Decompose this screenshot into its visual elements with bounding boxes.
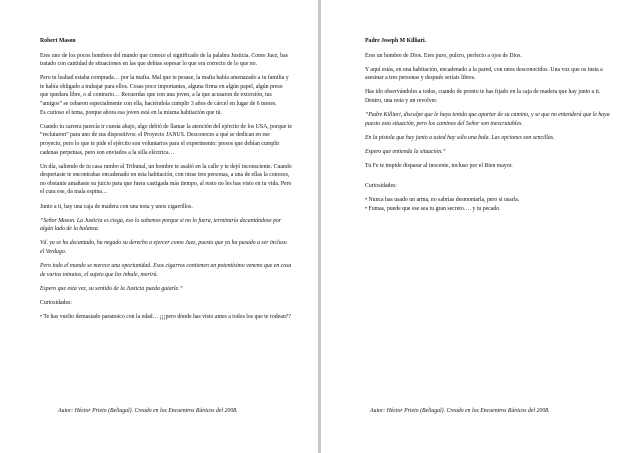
curiosities-label: Curiosidades: [40,299,72,306]
character-title: Padre Joseph M Killiari. [365,38,427,44]
paragraph: Eres un hombre de Dios. Eres puro, pulcro, perfecto a ojos de Dios. [365,52,522,59]
note-paragraph: En la pistola que hay junto a usted hay sólo una bala. Las opciones son sencillas. [365,134,555,141]
page-body [365,37,615,213]
note-paragraph: “Señor Mason. La Justicia es ciega, eso lo sabemos porque si no lo fuera, terminaría decantándose por algún lado de la balanza. [40,217,282,233]
curiosity-item: • Nunca has usado un arma, no sabrías desmontarla, pero si usarla. [365,197,520,204]
curiosity-item: • Fumas, puede que ese sea tu gran secreto…. y tu pecado. [365,205,501,212]
page-robert-mason [0,0,318,453]
paragraph: Pero tu lealtad estaba comprada… por la mafia. Mal que te pesase, la mafia había amenazado a tu familia y te había obligado a trabajar para ellos. Cosas poco importantes, alguna firma en algún papel, algún preso que quedara libre, o al contrario… Recuerdas que con una joven, a la que acusaron de extorsión, tus “amigos” se cebaron especialmente con ella, haciéndola cumplir 3 años de cárcel en lugar de 6 meses. [40,75,289,108]
note-paragraph: Espero que esta vez, su sentido de la Justicia pueda guiarle.” [40,285,183,292]
curiosities-label: Curiosidades: [365,183,397,190]
note-paragraph: Pero todo el mundo se merece una oportunidad. Esos cigarros contienen un potentísimo veneno que en cosa de varios minutos, el sujeto que los inhale, morirá. [40,262,292,278]
character-title: Robert Mason [40,38,76,44]
page-body [40,37,292,327]
page-padre-killiari [321,0,640,453]
note-paragraph: Vd. ya se ha decantado, ha negado su derecho a ejercer como Juez, puesto que ya ha pasado a ser incluso el Verdugo. [40,240,287,255]
paragraph: Tu Fe te impide disparar al inocente, incluso por el Bien mayor. [365,162,513,169]
note-paragraph: “Padre Killiari, disculpe que le haya tenido que apartar de su camino, y se que no entenderá que le haya puesto esta situación, pero los caminos del Señor son inescrutables. [365,112,610,127]
paragraph: Eres uno de los pocos hombres del mundo que conoce el significado de la palabra Justicia. Como Juez, has tratado con cantidad de situaciones en las que debías sopesar lo que era correcto de lo que no. [40,52,288,68]
author-footer: Autor: Héctor Prieto (Beliagal). Creado en los Encuentros Rúnicos del 2008. [370,408,550,414]
paragraph: Cuando tu carrera parecía ir cuesta abajo, algo debió de llamar la atención del ejército de los USA, porque te “reclutaron” para uno de sus dispositivos: el Proyecto JANUS. Desconoces a qué se dedican en ese proyecto, pero lo que te pide el ejército son voluntarios para el experimento: presos que debían cumplir cadenas perpetuas, pero son enviados a la silla eléctrica… [40,123,292,156]
paragraph: Has ido observándoles a todos, cuando de pronto te has fijado en la caja de madera que hay junto a ti. Dentro, una nota y un revolver. [365,89,601,104]
paragraph: Un día, saliendo de tu casa rumbo al Tribunal, un hombre te asaltó en la calle y te dejó inconsciente. Cuando despertaste te encontrabas encadenado en esta habitación, con otras tres personas, a una de ellas la conoces, no obstante amañaste su juicio para que fuera castigada más tiempo, al resto no les has visto en tu vida. Pero el cura ese, da mala espina… [40,163,292,196]
author-footer: Autor: Héctor Prieto (Beliagal). Creado en los Encuentros Rúnicos del 2008. [58,408,238,414]
paragraph: Y aquí estás, en una habitación, encadenado a la pared, con unos desconocidos. Una voz que os insta a asesinar a tres personas y después seríais libres. [365,66,603,82]
paragraph: Junto a ti, hay una caja de madera con una nota y unos cigarrillos. [40,203,193,210]
curiosity-item: • Te has vuelto demasiado paranoico con la edad… ¡¡¡pero dónde has visto antes a todos los que te rodean?? [40,313,291,320]
paragraph: Es curioso el tema, porque ahora esa joven está en la misma habitación que tú. [40,109,222,116]
note-paragraph: Espero que entienda la situación.” [365,148,446,155]
